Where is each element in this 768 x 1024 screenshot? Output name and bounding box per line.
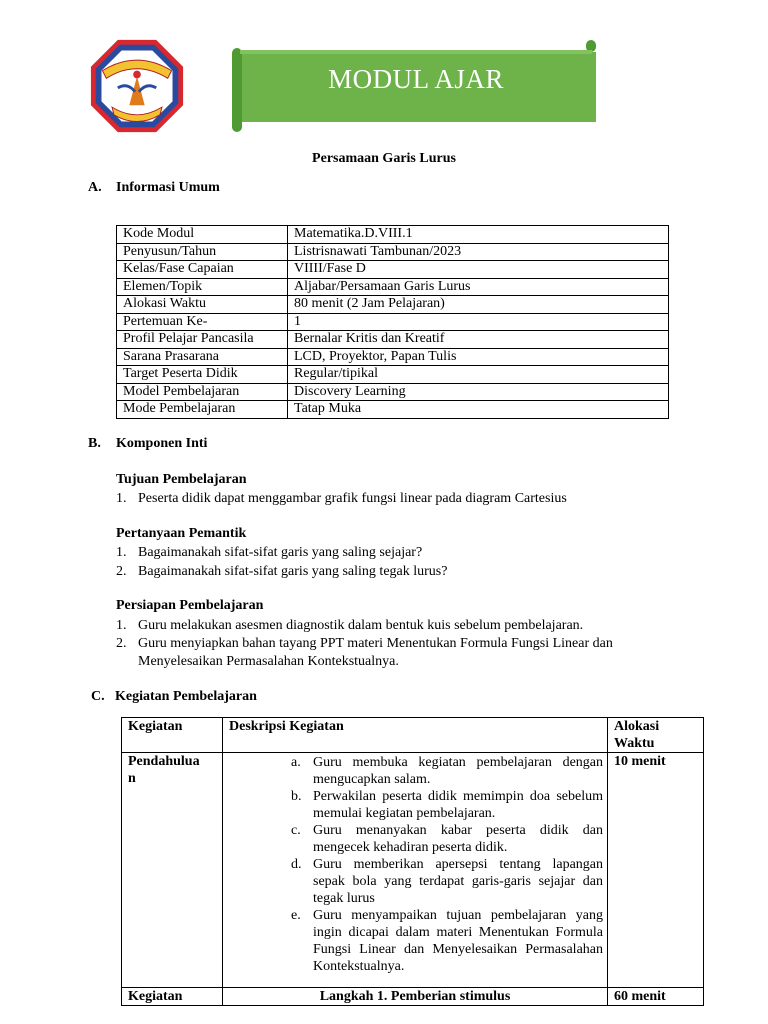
- deskripsi-list: [229, 754, 603, 975]
- row-alokasi: 60 menit: [608, 988, 704, 1006]
- list-text: Perwakilan peserta didik memimpin doa sebelum memulai kegiatan pembelajaran.: [313, 789, 603, 821]
- info-value: Listrisnawati Tambunan/2023: [288, 243, 669, 261]
- list-text: Bagaimanakah sifat-sifat garis yang saling sejajar?: [138, 545, 423, 560]
- pertanyaan-heading: Pertanyaan Pemantik: [116, 526, 247, 541]
- info-value: Regular/tipikal: [288, 366, 669, 384]
- table-row: [122, 988, 704, 1006]
- table-header-row: [122, 718, 704, 753]
- list-item: [229, 754, 603, 788]
- info-key: Sarana Prasarana: [117, 348, 288, 366]
- table-row: [117, 331, 669, 349]
- kegiatan-table: [121, 717, 704, 1006]
- row-deskripsi: [223, 753, 608, 988]
- section-c-number: C.: [91, 689, 105, 704]
- info-value: Matematika.D.VIII.1: [288, 226, 669, 244]
- section-a-number: A.: [88, 180, 102, 195]
- list-number: 1.: [116, 491, 127, 506]
- info-value: LCD, Proyektor, Papan Tulis: [288, 348, 669, 366]
- info-table: [116, 225, 669, 419]
- row-kegiatan-line: Pendahulua: [128, 754, 200, 769]
- list-text: Menyelesaikan Permasalahan Kontekstualnya.: [138, 654, 399, 669]
- list-number: 2.: [116, 636, 127, 651]
- info-key: Elemen/Topik: [117, 278, 288, 296]
- info-key: Alokasi Waktu: [117, 296, 288, 314]
- list-item: [229, 822, 603, 856]
- info-key: Kelas/Fase Capaian: [117, 261, 288, 279]
- section-a-title: Informasi Umum: [116, 180, 220, 195]
- section-b-number: B.: [88, 436, 101, 451]
- row-alokasi: 10 menit: [608, 753, 704, 988]
- info-key: Mode Pembelajaran: [117, 401, 288, 419]
- list-text: Guru memberikan apersepsi tentang lapangan sepak bola yang terdapat garis-garis sejajar dan tegak lurus: [313, 857, 603, 906]
- list-marker: e.: [291, 908, 301, 923]
- list-item: [229, 788, 603, 822]
- row-kegiatan: Kegiatan: [122, 988, 223, 1006]
- list-number: 1.: [116, 545, 127, 560]
- table-row: [117, 261, 669, 279]
- info-value: Bernalar Kritis dan Kreatif: [288, 331, 669, 349]
- school-logo: [89, 38, 185, 134]
- info-value: VIIII/Fase D: [288, 261, 669, 279]
- header-kegiatan: Kegiatan: [122, 718, 223, 753]
- info-value: Aljabar/Persamaan Garis Lurus: [288, 278, 669, 296]
- table-row: [117, 348, 669, 366]
- table-row: [117, 296, 669, 314]
- info-key: Pertemuan Ke-: [117, 313, 288, 331]
- list-text: Guru membuka kegiatan pembelajaran dengan mengucapkan salam.: [313, 755, 603, 787]
- section-b-title: Komponen Inti: [116, 436, 208, 451]
- table-row: [117, 278, 669, 296]
- header-alokasi-line: Waktu: [614, 736, 655, 751]
- list-text: Guru melakukan asesmen diagnostik dalam bentuk kuis sebelum pembelajaran.: [138, 618, 584, 633]
- tujuan-heading: Tujuan Pembelajaran: [116, 472, 247, 487]
- info-key: Penyusun/Tahun: [117, 243, 288, 261]
- list-number: 1.: [116, 618, 127, 633]
- info-value: 80 menit (2 Jam Pelajaran): [288, 296, 669, 314]
- list-text: Bagaimanakah sifat-sifat garis yang saling tegak lurus?: [138, 564, 448, 579]
- banner-title: MODUL AJAR: [328, 64, 504, 94]
- list-text: Peserta didik dapat menggambar grafik fungsi linear pada diagram Cartesius: [138, 491, 567, 506]
- info-value: 1: [288, 313, 669, 331]
- list-item: [229, 907, 603, 975]
- list-marker: c.: [291, 823, 301, 838]
- persiapan-heading: Persiapan Pembelajaran: [116, 598, 264, 613]
- header-deskripsi: Deskripsi Kegiatan: [223, 718, 608, 753]
- list-text: Guru menyiapkan bahan tayang PPT materi Menentukan Formula Fungsi Linear dan: [138, 636, 613, 651]
- list-marker: d.: [291, 857, 302, 872]
- info-key: Target Peserta Didik: [117, 366, 288, 384]
- list-text: Guru menanyakan kabar peserta didik dan mengecek kehadiran peserta didik.: [313, 823, 603, 855]
- section-c-title: Kegiatan Pembelajaran: [115, 689, 257, 704]
- info-key: Kode Modul: [117, 226, 288, 244]
- list-marker: b.: [291, 789, 302, 804]
- list-text: Guru menyampaikan tujuan pembelajaran yang ingin dicapai dalam materi Menentukan Formula Fungsi Linear dan Menyelesaikan Permasalahan Kontekstualnya.: [313, 908, 603, 974]
- table-row: [117, 226, 669, 244]
- info-value: Discovery Learning: [288, 383, 669, 401]
- info-key: Profil Pelajar Pancasila: [117, 331, 288, 349]
- document-title: Persamaan Garis Lurus: [312, 151, 456, 166]
- info-value: Tatap Muka: [288, 401, 669, 419]
- table-row: [117, 383, 669, 401]
- row-kegiatan: [122, 753, 223, 988]
- header-alokasi: [608, 718, 704, 753]
- row-deskripsi: Langkah 1. Pemberian stimulus: [223, 988, 608, 1006]
- info-key: Model Pembelajaran: [117, 383, 288, 401]
- table-row: [117, 243, 669, 261]
- list-number: 2.: [116, 564, 127, 579]
- table-row: [122, 753, 704, 988]
- row-kegiatan-line: n: [128, 771, 136, 786]
- list-item: [229, 856, 603, 907]
- list-marker: a.: [291, 755, 301, 770]
- table-row: [117, 366, 669, 384]
- table-row: [117, 401, 669, 419]
- table-row: [117, 313, 669, 331]
- header-alokasi-line: Alokasi: [614, 719, 660, 734]
